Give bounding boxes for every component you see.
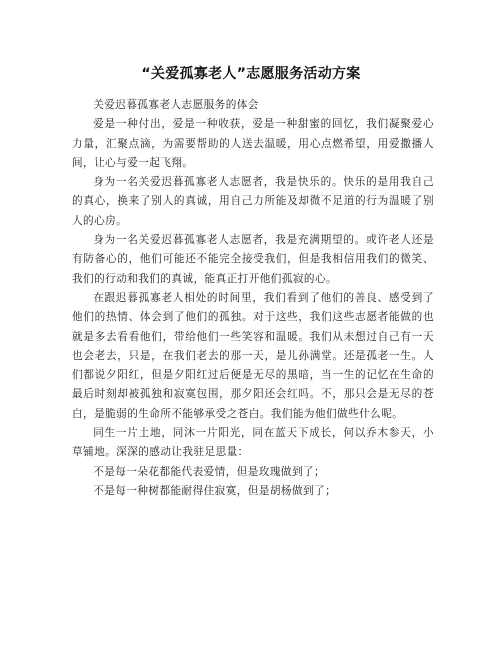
paragraph: 同生一片土地，同沐一片阳光，同在蓝天下成长，何以乔木参天，小草铺地。深深的感动让我驻足思量： [72, 427, 434, 459]
document-body [72, 96, 434, 501]
paragraph: 身为一名关爱迟暮孤寡老人志愿者，我是快乐的。快乐的是用我自己的真心，换来了别人的真诚，用自己力所能及却微不足道的行为温暖了别人的心房。 [72, 176, 434, 227]
paragraph: 身为一名关爱迟暮孤寡老人志愿者，我是充满期望的。或许老人还是有防备心的，他们可能还不能完全接受我们，但是我相信用我们的微笑、我们的行动和我们的真诚，能真正打开他们孤寂的心。 [72, 234, 434, 285]
paragraph-subtitle: 关爱迟暮孤寡老人志愿服务的体会 [93, 99, 259, 111]
paragraph: 爱是一种付出，爱是一种收获，爱是一种甜蜜的回忆，我们凝聚爱心力量，汇聚点滴，为需要帮助的人送去温暖，用心点燃希望，用爱撒播人间，让心与爱一起飞翔。 [72, 118, 434, 169]
document-title: “关爱孤寡老人”志愿服务活动方案 [141, 66, 361, 82]
paragraph: 在跟迟暮孤寡老人相处的时间里，我们看到了他们的善良、感受到了他们的热情、体会到了他们的孤独。对于这些，我们这些志愿者能做的也就是多去看看他们，带给他们一些笑容和温暖。我们从未想过自己有一天也会老去，只是，在我们老去的那一天，是儿孙满堂。还是孤老一生。人们都说夕阳红，但是夕阳红过后便是无尽的黑暗，当一生的记忆在生命的最后时刻却被孤独和寂寞包围，那夕阳还会红吗。不，那只会是无尽的苍白，是脆弱的生命所不能够承受之苍白。我们能为他们做些什么呢。 [72, 291, 434, 420]
paragraph: 不是每一朵花都能代表爱情，但是玫瑰做到了； [93, 465, 326, 478]
paragraph: 不是每一种树都能耐得住寂寞，但是胡杨做到了； [93, 484, 337, 497]
